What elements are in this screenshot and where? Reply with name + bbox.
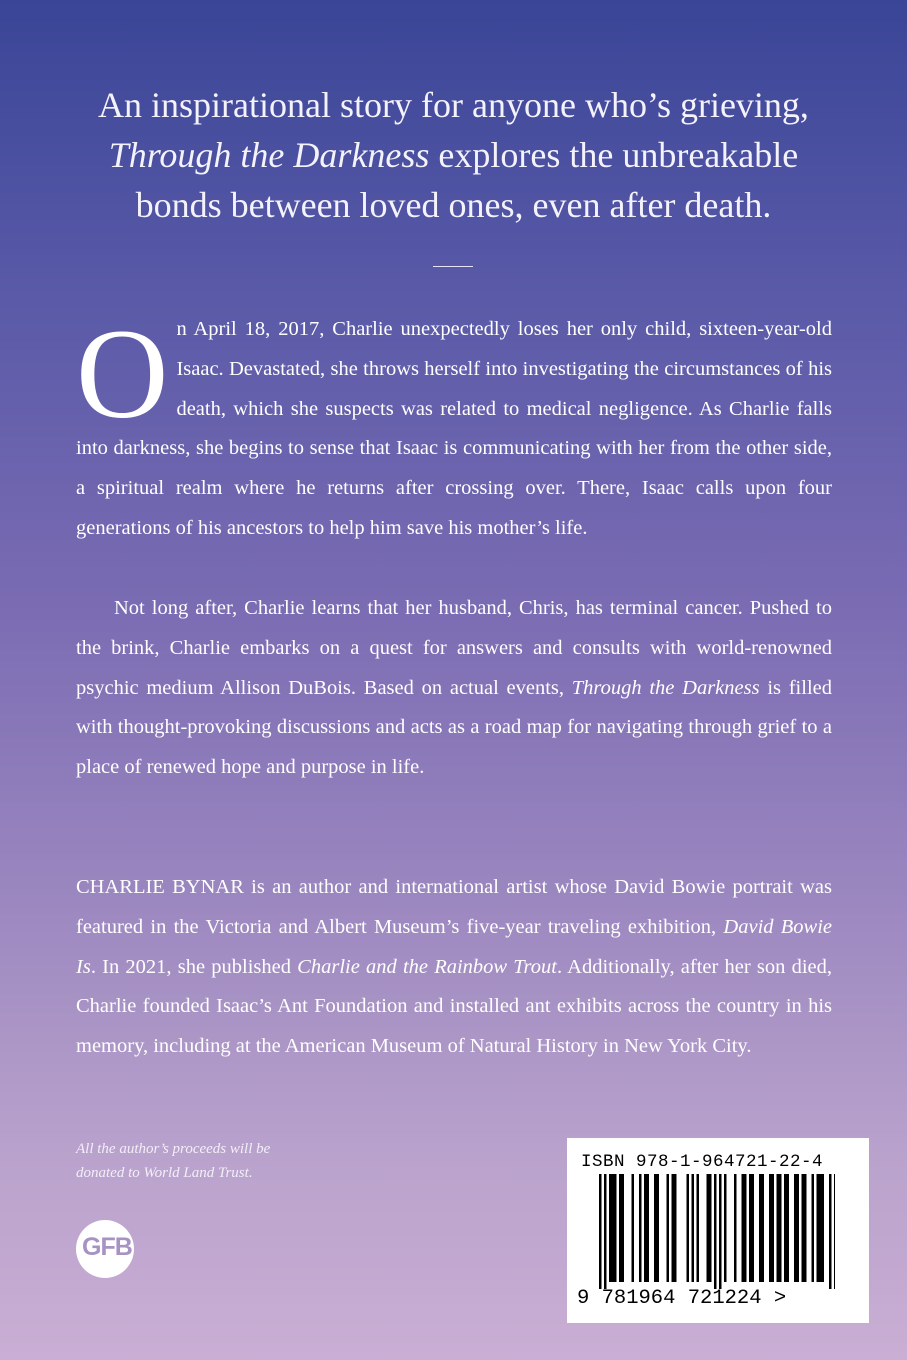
tagline-line-1: An inspirational story for anyone who’s grieving, <box>98 85 809 125</box>
barcode-bar <box>724 1174 727 1282</box>
barcode-bar <box>769 1174 772 1282</box>
barcode-box <box>567 1138 869 1323</box>
barcode-bar <box>822 1174 825 1282</box>
barcode-bar <box>777 1174 780 1282</box>
barcode-bar <box>829 1174 832 1289</box>
bio-part-1: CHARLIE BYNAR is an author and international artist whose David Bowie portrait was featured in the Victoria and Albert Museum’s five-year traveling exhibition, <box>76 876 832 938</box>
barcode-bar <box>632 1174 635 1282</box>
barcode-bar <box>749 1174 752 1282</box>
proceeds-note-line-2: donated to World Land Trust. <box>76 1165 253 1181</box>
bio-part-3: . Additionally, after her son died, Charlie founded Isaac’s Ant Foundation and installed ant exhibits across the country in his memory, including at the American Museum of Natural History in New York City. <box>76 955 832 1058</box>
barcode-bar <box>794 1174 797 1282</box>
tagline <box>40 80 867 230</box>
barcode-bars <box>599 1174 835 1289</box>
bio-title-1: David Bowie Is <box>76 915 832 978</box>
barcode-bar <box>692 1174 695 1282</box>
barcode-bar <box>787 1174 790 1282</box>
section-divider <box>433 266 473 267</box>
tagline-line-3: bonds between loved ones, even after death. <box>135 185 772 225</box>
barcode-bar <box>834 1174 835 1289</box>
proceeds-note <box>76 1137 376 1185</box>
barcode-bar <box>817 1174 820 1282</box>
barcode-bar <box>762 1174 765 1282</box>
barcode-bar <box>784 1174 787 1282</box>
barcode-bar <box>614 1174 617 1282</box>
barcode-bar <box>654 1174 657 1282</box>
synopsis-p2-after: is filled with thought-provoking discussions and acts as a road map for navigating through grief to a place of renewed hope and purpose in life. <box>76 676 832 779</box>
barcode-bar <box>644 1174 647 1282</box>
barcode-bar <box>714 1174 717 1289</box>
tagline-line-2 <box>40 130 867 180</box>
barcode-bar <box>667 1174 670 1282</box>
barcode-bar <box>709 1174 712 1282</box>
publisher-logo <box>76 1220 134 1278</box>
barcode-bar <box>779 1174 782 1282</box>
barcode-bar <box>609 1174 612 1282</box>
barcode-bar <box>804 1174 807 1282</box>
author-bio <box>76 868 832 1067</box>
barcode-bar <box>759 1174 762 1282</box>
barcode-bar <box>802 1174 805 1282</box>
barcode-bar <box>647 1174 650 1282</box>
synopsis-paragraph-1 <box>76 303 832 549</box>
barcode-bar <box>734 1174 737 1282</box>
barcode-bar <box>619 1174 622 1282</box>
publisher-logo-text: GFB <box>82 1233 132 1261</box>
barcode-bar <box>719 1174 722 1289</box>
synopsis-paragraph-1-text: n April 18, 2017, Charlie unexpectedly loses her only child, sixteen-year-old Isaac. Devastated, she throws herself into investigating the circumstances of his death, which she suspects was related to medical negligence. As Charlie falls into darkness, she begins to sense that Isaac is communicating with her from the other side, a spiritual realm where he returns after crossing over. There, Isaac calls upon four generations of his ancestors to help him save his mother’s life. <box>76 318 832 539</box>
barcode-bar <box>674 1174 677 1282</box>
barcode-bar <box>622 1174 625 1282</box>
barcode-bar <box>672 1174 675 1282</box>
barcode-bar <box>797 1174 800 1282</box>
barcode-digits: 9 781964 721224 > <box>577 1287 787 1310</box>
drop-cap: O <box>76 303 169 445</box>
barcode-bar <box>772 1174 775 1282</box>
tagline-line-2-rest: explores the unbreakable <box>429 135 799 175</box>
isbn-label: ISBN 978-1-964721-22-4 <box>581 1152 824 1172</box>
barcode-bar <box>639 1174 642 1282</box>
barcode-bar <box>687 1174 690 1282</box>
bio-part-2: . In 2021, she published <box>90 955 298 978</box>
barcode-bar <box>612 1174 615 1282</box>
proceeds-note-line-1: All the author’s proceeds will be <box>76 1141 271 1157</box>
barcode-bar <box>604 1174 607 1289</box>
barcode-bar <box>819 1174 822 1282</box>
synopsis-p2-before: Not long after, Charlie learns that her husband, Chris, has terminal cancer. Pushed to the brink, Charlie embarks on a quest for answers and consults with world-renowned psychic medium Allison DuBois. Based on actual events, <box>76 597 832 699</box>
barcode-bar <box>812 1174 815 1282</box>
barcode-bar <box>752 1174 755 1282</box>
barcode-bar <box>599 1174 602 1289</box>
barcode-bar <box>657 1174 660 1282</box>
synopsis-p2-title: Through the Darkness <box>571 676 760 699</box>
synopsis-paragraph-2 <box>76 589 832 788</box>
barcode-bar <box>697 1174 700 1282</box>
barcode-bar <box>742 1174 745 1282</box>
tagline-book-title: Through the Darkness <box>108 135 430 175</box>
barcode-bar <box>744 1174 747 1282</box>
barcode-bar <box>707 1174 710 1282</box>
bio-title-2: Charlie and the Rainbow Trout <box>297 955 557 978</box>
